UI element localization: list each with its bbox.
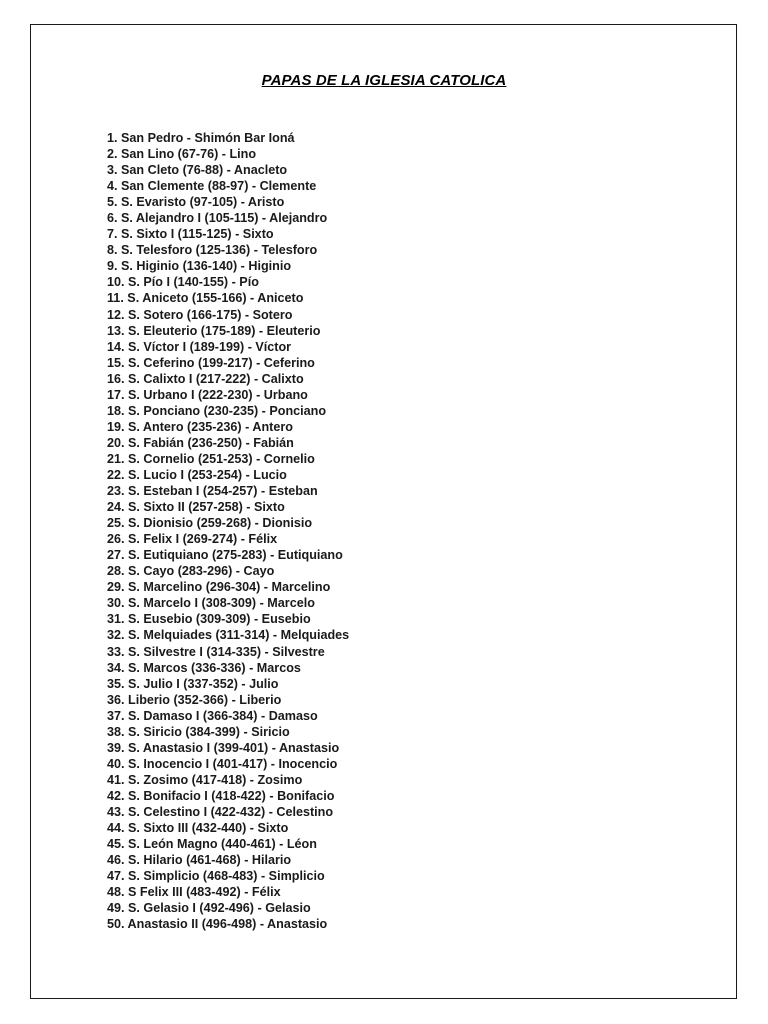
list-item: 30. S. Marcelo I (308-309) - Marcelo	[107, 596, 315, 611]
list-item: 47. S. Simplicio (468-483) - Simplicio	[107, 869, 325, 884]
list-item: 49. S. Gelasio I (492-496) - Gelasio	[107, 901, 311, 916]
list-item: 22. S. Lucio I (253-254) - Lucio	[107, 467, 287, 482]
list-item: 9. S. Higinio (136-140) - Higinio	[107, 259, 292, 274]
popes-list	[107, 130, 349, 932]
list-item: 2. San Lino (67-76) - Lino	[107, 147, 257, 162]
list-item: 24. S. Sixto II (257-258) - Sixto	[107, 500, 285, 515]
list-item: 39. S. Anastasio I (399-401) - Anastasio	[107, 740, 340, 755]
list-item: 3. San Cleto (76-88) - Anacleto	[107, 163, 288, 178]
list-item: 36. Liberio (352-366) - Liberio	[107, 692, 282, 707]
list-item: 16. S. Calixto I (217-222) - Calixto	[107, 371, 304, 386]
list-item: 21. S. Cornelio (251-253) - Cornelio	[107, 451, 315, 466]
list-item: 50. Anastasio II (496-498) - Anastasio	[107, 917, 328, 932]
list-item: 1. San Pedro - Shimón Bar Ioná	[107, 131, 295, 145]
list-item: 25. S. Dionisio (259-268) - Dionisio	[107, 516, 313, 531]
list-item: 40. S. Inocencio I (401-417) - Inocencio	[107, 756, 338, 771]
list-item: 15. S. Ceferino (199-217) - Ceferino	[107, 355, 315, 370]
list-item: 19. S. Antero (235-236) - Antero	[107, 419, 293, 434]
list-item: 5. S. Evaristo (97-105) - Aristo	[107, 195, 285, 210]
list-item: 26. S. Felix I (269-274) - Félix	[107, 532, 278, 547]
list-item: 20. S. Fabián (236-250) - Fabián	[107, 435, 294, 450]
document-title: PAPAS DE LA IGLESIA CATOLICA	[261, 72, 507, 89]
list-item: 6. S. Alejandro I (105-115) - Alejandro	[107, 211, 328, 226]
list-item: 42. S. Bonifacio I (418-422) - Bonifacio	[107, 788, 335, 803]
list-item: 35. S. Julio I (337-352) - Julio	[107, 676, 279, 691]
list-item: 12. S. Sotero (166-175) - Sotero	[107, 307, 293, 322]
list-item: 4. San Clemente (88-97) - Clemente	[107, 179, 317, 194]
list-item: 43. S. Celestino I (422-432) - Celestino	[107, 804, 334, 819]
list-item: 28. S. Cayo (283-296) - Cayo	[107, 564, 275, 579]
list-item: 23. S. Esteban I (254-257) - Esteban	[107, 484, 318, 499]
list-item: 11. S. Aniceto (155-166) - Aniceto	[107, 291, 304, 306]
list-item: 32. S. Melquiades (311-314) - Melquiades	[107, 628, 350, 643]
list-item: 27. S. Eutiquiano (275-283) - Eutiquiano	[107, 548, 343, 563]
list-item: 38. S. Siricio (384-399) - Siricio	[107, 724, 290, 739]
list-item: 17. S. Urbano I (222-230) - Urbano	[107, 387, 308, 402]
list-item: 37. S. Damaso I (366-384) - Damaso	[107, 708, 318, 723]
list-item: 46. S. Hilario (461-468) - Hilario	[107, 853, 292, 868]
list-item: 41. S. Zosimo (417-418) - Zosimo	[107, 772, 303, 787]
list-item: 48. S Felix III (483-492) - Félix	[107, 885, 281, 900]
list-item: 33. S. Silvestre I (314-335) - Silvestre	[107, 644, 325, 659]
list-item: 8. S. Telesforo (125-136) - Telesforo	[107, 243, 318, 258]
list-item: 29. S. Marcelino (296-304) - Marcelino	[107, 580, 331, 595]
list-item: 31. S. Eusebio (309-309) - Eusebio	[107, 612, 311, 627]
list-item: 10. S. Pío I (140-155) - Pío	[107, 275, 259, 290]
list-item: 13. S. Eleuterio (175-189) - Eleuterio	[107, 323, 321, 338]
list-item: 18. S. Ponciano (230-235) - Ponciano	[107, 403, 327, 418]
list-item: 14. S. Víctor I (189-199) - Víctor	[107, 339, 292, 354]
list-item: 44. S. Sixto III (432-440) - Sixto	[107, 821, 289, 836]
list-item: 34. S. Marcos (336-336) - Marcos	[107, 660, 301, 675]
list-item: 7. S. Sixto I (115-125) - Sixto	[107, 227, 274, 242]
list-item: 45. S. León Magno (440-461) - Léon	[107, 837, 317, 852]
